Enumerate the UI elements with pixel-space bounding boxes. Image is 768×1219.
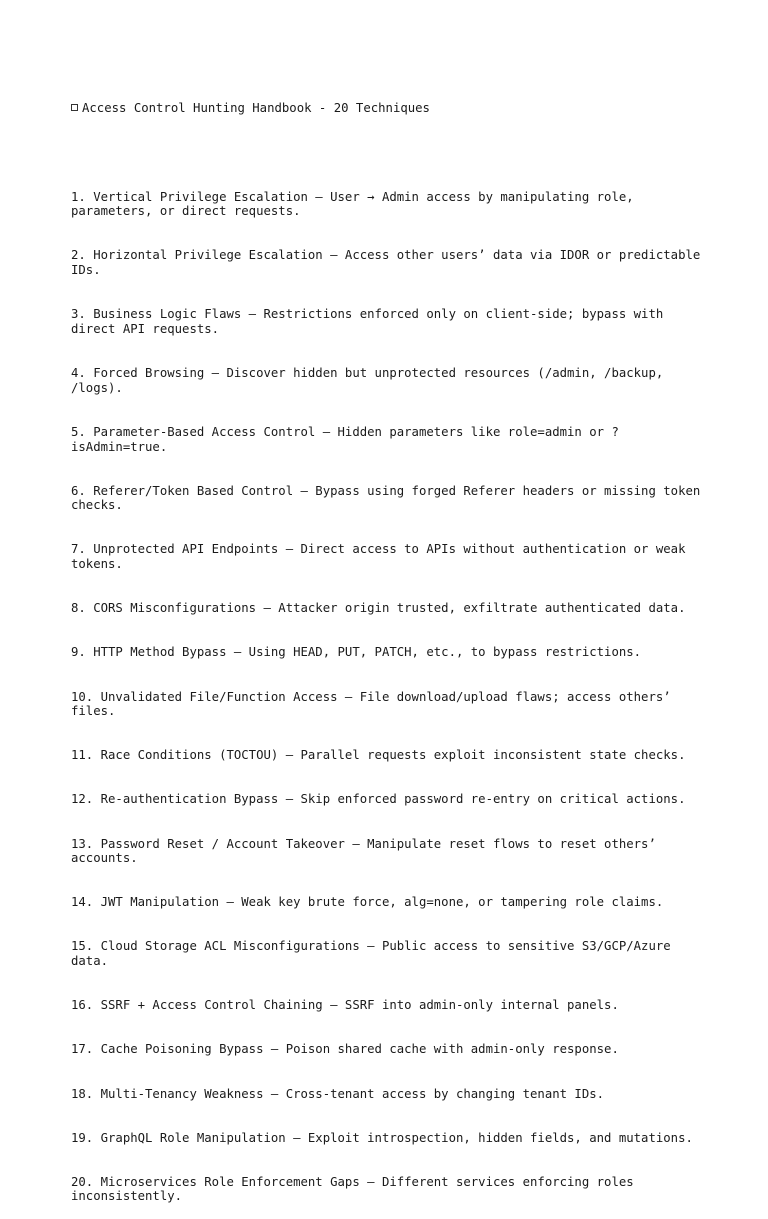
list-item: 20. Microservices Role Enforcement Gaps – Different services enforcing roles inconsistently. — [71, 1174, 642, 1204]
blank-line — [71, 146, 711, 161]
list-item: 19. GraphQL Role Manipulation – Exploit introspection, hidden fields, and mutations. — [71, 1130, 693, 1145]
document-page — [71, 72, 711, 1219]
document-title-line — [71, 101, 711, 116]
box-icon — [71, 104, 78, 111]
list-item: 8. CORS Misconfigurations – Attacker origin trusted, exfiltrate authenticated data. — [71, 601, 686, 616]
list-item: 11. Race Conditions (TOCTOU) – Parallel requests exploit inconsistent state checks. — [71, 748, 686, 763]
list-item: 5. Parameter-Based Access Control – Hidden parameters like role=admin or ?isAdmin=true. — [71, 424, 619, 454]
list-item: 9. HTTP Method Bypass – Using HEAD, PUT, PATCH, etc., to bypass restrictions. — [71, 645, 642, 660]
list-item: 14. JWT Manipulation – Weak key brute force, alg=none, or tampering role claims. — [71, 895, 664, 910]
list-item: 10. Unvalidated File/Function Access – File download/upload flaws; access others’ files. — [71, 689, 679, 719]
list-item: 18. Multi-Tenancy Weakness – Cross-tenant access by changing tenant IDs. — [71, 1086, 605, 1101]
list-item: 15. Cloud Storage ACL Misconfigurations – Public access to sensitive S3/GCP/Azure data. — [71, 939, 679, 969]
list-item: 6. Referer/Token Based Control – Bypass using forged Referer headers or missing token checks. — [71, 483, 708, 513]
list-item: 1. Vertical Privilege Escalation – User → Admin access by manipulating role, parameters, or direct requests. — [71, 189, 642, 219]
list-item: 2. Horizontal Privilege Escalation – Access other users’ data via IDOR or predictable IDs. — [71, 248, 708, 278]
document-title: Access Control Hunting Handbook - 20 Techniques — [82, 101, 430, 116]
list-item: 13. Password Reset / Account Takeover – Manipulate reset flows to reset others’ accounts. — [71, 836, 664, 866]
list-item: 4. Forced Browsing – Discover hidden but unprotected resources (/admin, /backup, /logs). — [71, 366, 671, 395]
list-item: 12. Re-authentication Bypass – Skip enforced password re-entry on critical actions. — [71, 792, 686, 807]
list-item: 7. Unprotected API Endpoints – Direct access to APIs without authentication or weak tokens. — [71, 542, 693, 572]
list-item: 17. Cache Poisoning Bypass – Poison shared cache with admin-only response. — [71, 1042, 619, 1057]
list-item: 3. Business Logic Flaws – Restrictions enforced only on client-side; bypass with direct API requests. — [71, 307, 671, 336]
list-item: 16. SSRF + Access Control Chaining – SSRF into admin-only internal panels. — [71, 998, 619, 1013]
